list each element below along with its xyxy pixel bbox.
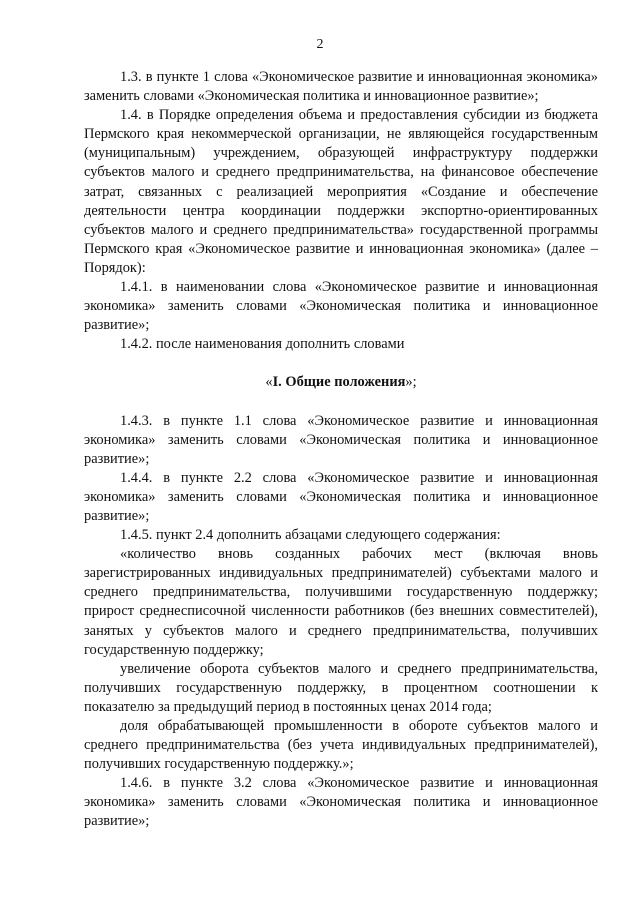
paragraph-1-4-1: 1.4.1. в наименовании слова «Экономическое развитие и инновационная экономика» заменить словами «Экономическая политика и инновационное развитие»; (84, 279, 598, 334)
paragraph-indicator-jobs: «количество вновь созданных рабочих мест (включая вновь зарегистрированных индивидуальных предпринимателей) субъектами малого и среднего предпринимательства, получившими государственную поддержку; прирост среднесписочной численности работников (без внешних совместителей), занятых у субъектов малого и среднего предпринимательства, получивших государственную поддержку; (84, 546, 598, 658)
paragraph-1-4-5: 1.4.5. пункт 2.4 дополнить абзацами следующего содержания: (120, 527, 501, 544)
paragraph-1-4-3: 1.4.3. в пункте 1.1 слова «Экономическое развитие и инновационная экономика» заменить словами «Экономическая политика и инновационное развитие»; (84, 412, 598, 467)
document-body (84, 68, 598, 832)
paragraph-1-4-2: 1.4.2. после наименования дополнить словами (120, 336, 405, 353)
page-number: 2 (316, 37, 324, 52)
paragraph-1-4: 1.4. в Порядке определения объема и предоставления субсидии из бюджета Пермского края некоммерческой организации, не являющейся государственным (муниципальным) учреждением, образующей инфраструктуру поддержки субъектов малого и среднего предпринимательства, на финансовое обеспечение затрат, связанных с реализацией мероприятия «Создание и обеспечение деятельности центра координации поддержки экспортно-ориентированных субъектов малого и среднего предпринимательства» государственной программы Пермского края «Экономическое развитие и инновационная экономика» (далее – Порядок): (84, 107, 598, 276)
heading-quote-close: »; (405, 374, 417, 391)
heading-title: I. Общие положения (272, 374, 406, 391)
paragraph-1-3: 1.3. в пункте 1 слова «Экономическое развитие и инновационная экономика» заменить словами «Экономическая политика и инновационное развитие»; (84, 69, 598, 105)
paragraph-1-4-4: 1.4.4. в пункте 2.2 слова «Экономическое развитие и инновационная экономика» заменить словами «Экономическая политика и инновационное развитие»; (84, 469, 598, 524)
paragraph-indicator-manufacturing: доля обрабатывающей промышленности в обороте субъектов малого и среднего предпринимательства (без учета индивидуальных предпринимателей), получивших государственную поддержку.»; (84, 718, 598, 773)
heading-quote-open: « (265, 374, 273, 391)
paragraph-indicator-turnover: увеличение оборота субъектов малого и среднего предпринимательства, получивших государственную поддержку, в процентном соотношении к показателю за предыдущий период в постоянных ценах 2014 года; (84, 660, 598, 715)
section-heading (84, 373, 598, 392)
paragraph-1-4-6: 1.4.6. в пункте 3.2 слова «Экономическое развитие и инновационная экономика» заменить словами «Экономическая политика и инновационное развитие»; (84, 775, 598, 830)
